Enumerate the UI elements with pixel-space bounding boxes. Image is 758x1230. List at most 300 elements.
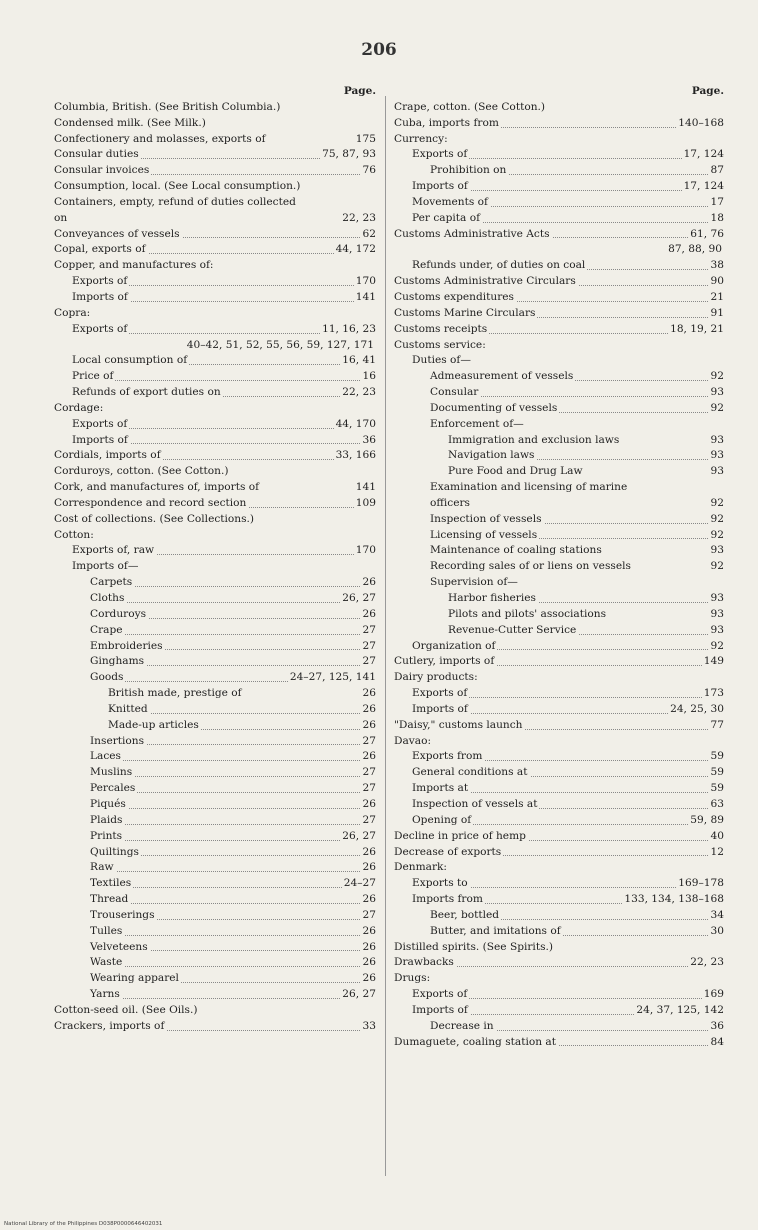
entry-label: Drawbacks [394,956,454,969]
entry-page-ref: 26 [361,607,376,623]
index-entry [394,718,724,734]
entry-label: Exports of [72,417,128,430]
entry-label: Customs Administrative Acts [394,227,550,240]
index-entry [54,591,376,607]
index-entry [394,749,724,765]
entry-label: Trouserings [90,908,155,921]
entry-label: Dairy products: [394,671,478,684]
entry-label: Imports of [72,290,128,303]
index-entry [394,211,724,227]
index-entry [54,543,376,559]
index-entry [54,512,376,528]
entry-page-ref: 141 [354,290,376,306]
index-entry [54,876,376,892]
entry-label: Imports of [72,433,128,446]
entry-label: Organization of [412,639,496,652]
index-entry [54,274,376,290]
entry-page-ref: 75, 87, 93 [320,147,376,163]
entry-page-ref: 63 [709,797,724,813]
entry-page-ref: 93 [709,433,724,449]
index-entry [54,971,376,987]
entry-label: Exports of [412,687,468,700]
index-entry [54,1019,376,1035]
entry-page-ref: 26 [361,860,376,876]
entry-label: Cost of collections. (See Collections.) [54,512,255,525]
entry-label: Containers, empty, refund of duties collected on [54,195,296,224]
entry-page-ref: 22, 23 [340,211,376,227]
index-entry [394,528,724,544]
entry-label: Tulles [90,924,123,937]
index-entry [54,845,376,861]
index-entry [394,132,724,148]
entry-page-ref: 91 [709,306,724,322]
index-entry [54,892,376,908]
entry-page-ref: 84 [709,1035,724,1051]
entry-page-ref: 16 [361,369,376,385]
index-entry [54,559,376,575]
entry-label: Consumption, local. (See Local consumption.) [54,180,301,193]
index-entry [394,179,724,195]
index-entry [394,623,724,639]
index-entry [394,1019,724,1035]
entry-label: Customs receipts [394,322,488,335]
entry-label: Conveyances of vessels [54,227,180,240]
entry-label: Customs Administrative Circulars [394,275,576,288]
entry-label: Opening of [412,813,472,826]
index-entry [394,258,724,274]
entry-label: Correspondence and record section [54,496,247,509]
column-divider [385,96,386,1176]
left-entries [54,100,376,1035]
index-entry [394,987,724,1003]
entry-label: Pilots and pilots' associations [448,607,607,620]
entry-page-ref: 18, 19, 21 [668,322,724,338]
entry-label: Quiltings [90,845,139,858]
index-entry [54,385,376,401]
entry-label: Per capita of [412,211,481,224]
entry-page-ref: 93 [709,543,724,559]
entry-label: Cotton: [54,528,94,541]
entry-label: Imports from [412,893,483,906]
index-entry [394,385,724,401]
index-entry [394,1003,724,1019]
entry-page-ref: 26 [361,971,376,987]
entry-label: Pure Food and Drug Law [448,465,583,478]
index-column-right [394,84,724,1050]
entry-label: Licensing of vessels [430,528,538,541]
entry-label: 40–42, 51, 52, 55, 56, 59, 127, 171 [186,338,374,351]
entry-label: Cloths [90,592,125,604]
entry-page-ref: 27 [361,781,376,797]
index-entry [54,242,376,258]
index-entry [54,179,376,195]
entry-page-ref: 149 [702,654,724,670]
entry-label: Laces [90,750,121,763]
entry-label: Local consumption of [72,354,188,367]
dot-leader [90,903,376,904]
index-entry [394,639,724,655]
entry-label: Revenue-Cutter Service [448,623,577,636]
entry-label: Imports of [412,180,468,193]
index-entry [54,718,376,734]
entry-label: "Daisy," customs launch [394,718,523,731]
entry-label: Consular [430,386,479,399]
index-entry [394,829,724,845]
entry-label: Columbia, British. (See British Columbia.) [54,100,281,113]
dot-leader [90,824,376,825]
index-entry [54,147,376,163]
index-entry [54,955,376,971]
index-entry [394,813,724,829]
right-entries [394,100,724,1051]
entry-label: Decline in price of hemp [394,829,526,842]
entry-label: Prohibition on [430,164,507,177]
entry-page-ref: 36 [709,1019,724,1035]
entry-page-ref: 44, 172 [334,242,376,258]
entry-label: Recording sales of or liens on vessels [430,560,631,573]
index-entry [54,338,376,354]
dot-leader [90,998,376,999]
index-entry [394,765,724,781]
index-entry [54,575,376,591]
entry-page-ref: 26 [361,575,376,591]
entry-page-ref: 93 [709,623,724,639]
entry-page-ref: 17 [709,195,724,211]
entry-page-ref: 11, 16, 23 [320,322,376,338]
entry-page-ref: 77 [709,718,724,734]
entry-page-ref: 21 [709,290,724,306]
entry-page-ref: 24–27, 125, 141 [288,670,376,686]
index-entry [54,353,376,369]
entry-page-ref: 33 [361,1019,376,1035]
index-column-left [54,84,376,1035]
entry-label: Decrease of exports [394,845,502,858]
index-entry [394,163,724,179]
entry-label: Davao: [394,734,432,747]
index-entry [394,100,724,116]
index-entry [394,543,724,559]
entry-label: Imports at [412,782,469,795]
index-entry [54,163,376,179]
entry-label: Denmark: [394,861,447,874]
scan-footer: National Library of the Philippines D038P0000646402031 [4,1221,163,1227]
index-entry [54,1003,376,1019]
entry-page-ref: 18 [709,211,724,227]
entry-label: 87, 88, 90 [668,243,722,256]
entry-page-ref: 38 [709,258,724,274]
index-entry [394,306,724,322]
index-entry [54,765,376,781]
index-entry [394,734,724,750]
entry-page-ref: 93 [709,448,724,464]
entry-label: Condensed milk. (See Milk.) [54,116,206,129]
index-entry [54,639,376,655]
index-entry [54,749,376,765]
entry-page-ref: 26 [361,797,376,813]
entry-label: Imports of [412,702,468,715]
entry-label: Percales [90,782,136,795]
entry-page-ref: 36 [361,433,376,449]
dot-leader [90,602,376,603]
index-entry [394,670,724,686]
entry-page-ref: 27 [361,654,376,670]
entry-label: Consular invoices [54,164,150,177]
entry-label: Exports of [412,988,468,1001]
entry-page-ref: 170 [354,274,376,290]
entry-page-ref: 44, 170 [334,417,376,433]
index-entry [394,908,724,924]
index-entry [394,433,724,449]
entry-page-ref: 140–168 [676,116,724,132]
entry-label: Navigation laws [448,449,535,462]
entry-label: Inspection of vessels [430,512,542,525]
index-entry [394,955,724,971]
entry-label: Crackers, imports of [54,1019,165,1032]
entry-label: Butter, and imitations of [430,924,561,937]
index-entry [54,528,376,544]
index-entry [394,559,724,575]
entry-page-ref: 87 [709,163,724,179]
page-number: 206 [361,40,397,60]
entry-page-ref: 26 [361,924,376,940]
entry-label: Refunds under, of duties on coal [412,259,586,272]
entry-page-ref: 76 [361,163,376,179]
entry-label: Imports of— [72,560,139,573]
entry-page-ref: 26 [361,955,376,971]
index-entry [54,654,376,670]
entry-label: Currency: [394,132,448,145]
entry-page-ref: 59 [709,765,724,781]
entry-page-ref: 26, 27 [340,987,376,1003]
entry-label: Made-up articles [108,718,199,731]
entry-label: Textiles [90,877,132,890]
index-entry [394,116,724,132]
entry-label: Corduroys [90,607,147,620]
entry-page-ref: 17, 124 [682,179,724,195]
dot-leader [90,966,376,967]
entry-page-ref: 92 [709,369,724,385]
dot-leader [90,871,376,872]
index-entry [394,512,724,528]
index-entry [54,401,376,417]
index-entry [54,829,376,845]
entry-page-ref: 133, 134, 138–168 [622,892,724,908]
entry-page-ref: 26 [361,718,376,734]
entry-label: Exports to [412,877,468,890]
index-entry [54,940,376,956]
entry-label: Copal, exports of [54,243,146,256]
entry-label: Confectionery and molasses, exports of [54,132,266,145]
index-entry [54,781,376,797]
entry-page-ref: 92 [709,496,724,512]
entry-label: Immigration and exclusion laws [448,433,620,446]
entry-page-ref: 26 [361,702,376,718]
index-entry [394,876,724,892]
dot-leader [90,808,376,809]
index-entry [394,591,724,607]
entry-page-ref: 30 [709,924,724,940]
index-entry [54,195,376,227]
entry-label: Exports from [412,750,483,763]
entry-label: Distilled spirits. (See Spirits.) [394,940,554,953]
index-entry [394,322,724,338]
dot-leader [90,840,376,841]
entry-label: Cuba, imports from [394,116,499,129]
index-entry [54,433,376,449]
entry-label: Prints [90,829,123,842]
entry-page-ref: 59, 89 [688,813,724,829]
entry-page-ref: 93 [709,385,724,401]
entry-page-ref: 170 [354,543,376,559]
entry-page-ref: 173 [702,686,724,702]
entry-label: Beer, bottled [430,908,500,921]
index-entry [394,940,724,956]
index-entry [394,464,724,480]
entry-label: Corduroys, cotton. (See Cotton.) [54,465,229,478]
index-entry [394,227,724,243]
entry-page-ref: 40 [709,829,724,845]
index-entry [54,924,376,940]
index-entry [394,607,724,623]
entry-label: Crape, cotton. (See Cotton.) [394,100,546,113]
entry-label: Wearing apparel [90,972,179,985]
entry-label: Exports of [412,148,468,161]
entry-page-ref: 26 [361,892,376,908]
index-entry [394,702,724,718]
entry-page-ref: 93 [709,591,724,607]
entry-page-ref: 26 [361,940,376,956]
index-entry [54,686,376,702]
entry-label: Dumaguete, coaling station at [394,1035,556,1048]
index-entry [54,607,376,623]
entry-label: Customs service: [394,338,486,351]
index-entry [54,306,376,322]
index-entry [394,417,724,433]
entry-label: Customs expenditures [394,290,514,303]
entry-page-ref: 26, 27 [340,591,376,607]
index-entry [394,924,724,940]
entry-page-ref: 24, 25, 30 [668,702,724,718]
entry-page-ref: 27 [361,813,376,829]
entry-label: Consular duties [54,148,139,161]
entry-label: Exports of, raw [72,544,155,557]
index-entry [394,147,724,163]
index-entry [394,797,724,813]
index-entry [394,242,724,258]
entry-page-ref: 169–178 [676,876,724,892]
entry-label: Cordage: [54,401,104,414]
index-entry [54,369,376,385]
index-entry [394,274,724,290]
index-entry [394,195,724,211]
dot-leader [90,634,376,635]
index-entry [54,987,376,1003]
index-entry [394,686,724,702]
dot-leader [90,935,376,936]
entry-page-ref: 33, 166 [334,448,376,464]
entry-label: Maintenance of coaling stations [430,544,602,557]
entry-page-ref: 22, 23 [340,385,376,401]
index-entry [394,575,724,591]
index-entry [54,116,376,132]
entry-label: Cotton-seed oil. (See Oils.) [54,1003,198,1016]
index-entry [54,702,376,718]
index-entry [54,908,376,924]
dot-leader [90,760,376,761]
index-entry [54,623,376,639]
entry-page-ref: 93 [709,607,724,623]
entry-page-ref: 27 [361,908,376,924]
entry-page-ref: 24–27 [342,876,376,892]
index-entry [394,290,724,306]
entry-page-ref: 26, 27 [340,829,376,845]
index-entry [394,654,724,670]
entry-label: Duties of— [412,354,471,367]
entry-label: Piqués [90,797,126,810]
entry-label: Exports of [72,275,128,288]
entry-page-ref: 26 [361,686,376,702]
index-entry [54,670,376,686]
entry-label: Customs Marine Circulars [394,306,536,319]
entry-page-ref: 92 [709,559,724,575]
entry-label: Crape [90,623,123,636]
entry-page-ref: 92 [709,512,724,528]
index-entry [54,132,376,148]
entry-label: Cork, and manufactures of, imports of [54,481,260,494]
entry-label: Goods [90,671,124,684]
entry-page-ref: 92 [709,401,724,417]
index-entry [54,860,376,876]
entry-label: Drugs: [394,972,431,985]
entry-page-ref: 27 [361,623,376,639]
index-entry [54,417,376,433]
entry-page-ref: 62 [361,227,376,243]
entry-label: Cordials, imports of [54,449,161,462]
index-entry [394,1035,724,1051]
entry-page-ref: 26 [361,749,376,765]
entry-page-ref: 27 [361,734,376,750]
index-entry [54,100,376,116]
index-entry [394,353,724,369]
entry-label: Copra: [54,306,91,319]
entry-label: Decrease in [430,1019,494,1032]
entry-page-ref: 16, 41 [340,353,376,369]
entry-page-ref: 17, 124 [682,147,724,163]
index-entry [54,227,376,243]
index-entry [54,813,376,829]
entry-page-ref: 175 [354,132,376,148]
entry-label: Documenting of vessels [430,401,558,414]
entry-label: British made, prestige of [108,687,242,700]
entry-label: Imports of [412,1003,468,1016]
entry-label: General conditions at [412,766,528,779]
entry-page-ref: 92 [709,639,724,655]
entry-page-ref: 61, 76 [688,227,724,243]
entry-label: Copper, and manufactures of: [54,259,214,272]
index-entry [394,480,724,512]
entry-label: Velveteens [90,940,148,953]
index-entry [54,734,376,750]
index-entry [54,464,376,480]
entry-label: Harbor fisheries [448,592,536,604]
entry-page-ref: 24, 37, 125, 142 [634,1003,724,1019]
entry-label: Supervision of— [430,576,518,589]
entry-label: Inspection of vessels at [412,797,538,810]
index-entry [394,860,724,876]
entry-label: Knitted [108,702,148,715]
index-entry [394,401,724,417]
index-entry [54,496,376,512]
